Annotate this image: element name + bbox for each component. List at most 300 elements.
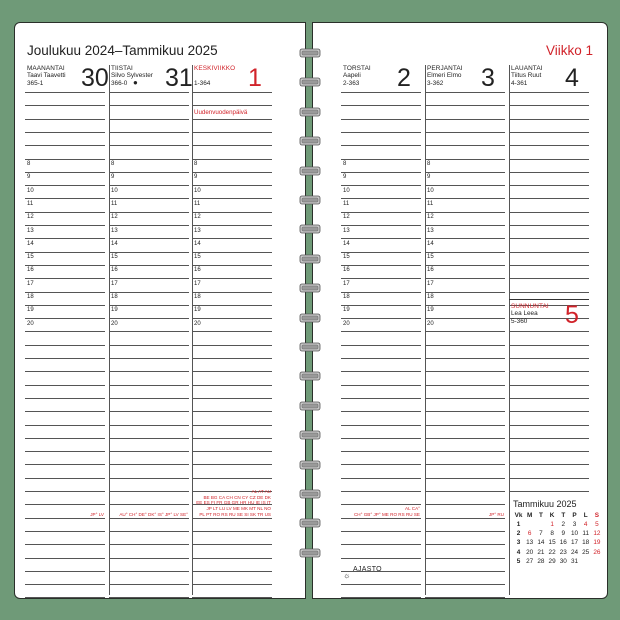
writing-line: [25, 584, 105, 585]
writing-line: [341, 292, 421, 293]
flag-line: AL CA°: [405, 506, 420, 512]
writing-line: [192, 292, 272, 293]
writing-line: [425, 198, 505, 199]
writing-line: [509, 292, 589, 293]
hour-label: 20: [194, 320, 201, 327]
writing-line: [425, 571, 505, 572]
writing-line: [25, 571, 105, 572]
mini-calendar-day: 31: [570, 557, 579, 565]
writing-line: [192, 238, 272, 239]
writing-line: [25, 252, 105, 253]
mini-calendar-day: 1: [516, 521, 521, 528]
hour-label: 9: [427, 174, 431, 181]
writing-line: [425, 451, 505, 452]
name-day: Tiitus Ruut: [511, 72, 542, 79]
week-title: Viikko 1: [545, 43, 593, 58]
mini-calendar-day: 22: [548, 548, 556, 556]
spiral-ring-icon: [299, 516, 321, 528]
flag-days: [90, 512, 104, 518]
writing-line: [425, 371, 505, 372]
writing-line: [109, 398, 189, 399]
mini-calendar-day: 14: [537, 539, 545, 547]
writing-line: [509, 411, 589, 412]
writing-line: [109, 305, 189, 306]
mini-calendar-header: L: [583, 512, 588, 519]
writing-line: [192, 265, 272, 266]
mini-calendar-day: 19: [593, 539, 601, 547]
hour-label: 17: [427, 280, 434, 287]
mini-calendar-day: 17: [570, 539, 579, 547]
mini-calendar-header: S: [594, 512, 600, 519]
writing-line: [25, 398, 105, 399]
mini-calendar-day: 21: [537, 548, 545, 556]
writing-line: [192, 371, 272, 372]
hour-label: 11: [194, 200, 201, 207]
writing-line: [425, 159, 505, 160]
mini-calendar-day: 5: [516, 557, 521, 565]
name-day: Aapeli: [343, 72, 361, 79]
writing-line: [25, 159, 105, 160]
hour-label: 11: [111, 200, 118, 207]
mini-calendar-day: 3: [572, 521, 577, 528]
hour-label: 15: [111, 254, 118, 261]
writing-line: [109, 292, 189, 293]
writing-line: [192, 597, 272, 598]
writing-line: [425, 438, 505, 439]
writing-line: [109, 558, 189, 559]
hour-label: 18: [427, 294, 434, 300]
writing-line: [341, 318, 421, 319]
writing-line: [109, 451, 189, 452]
day-number-of-year: 5-360: [511, 318, 528, 325]
hour-label: 13: [427, 227, 434, 234]
writing-line: [109, 132, 189, 133]
writing-line: [425, 358, 505, 359]
hour-label: 15: [343, 254, 350, 261]
writing-line: [25, 478, 105, 479]
writing-line: [192, 225, 272, 226]
writing-line: [341, 225, 421, 226]
hour-label: 12: [194, 214, 201, 221]
name-day: Elmeri Elmo: [427, 72, 462, 79]
writing-line: [509, 105, 589, 106]
hour-label: 14: [427, 240, 434, 247]
mini-calendar-day: 12: [593, 530, 601, 538]
hour-label: 18: [343, 294, 350, 300]
mini-calendar-day: 18: [582, 539, 590, 547]
writing-line: [509, 172, 589, 173]
writing-line: [109, 198, 189, 199]
writing-line: [192, 571, 272, 572]
date-number: 5: [565, 301, 579, 329]
day-name: MAANANTAI: [27, 65, 65, 72]
mini-calendar-day: 2: [516, 530, 521, 538]
hour-label: 12: [427, 214, 434, 221]
flag-days: [196, 489, 271, 518]
day-number-of-year: 365-1: [27, 80, 44, 87]
spiral-ring-icon: [299, 428, 321, 440]
hour-label: 18: [194, 294, 201, 300]
writing-line: [509, 464, 589, 465]
writing-line: [25, 172, 105, 173]
day-number-of-year: 3-362: [427, 80, 444, 87]
hour-label: 16: [111, 267, 118, 274]
writing-line: [109, 491, 189, 492]
writing-line: [109, 571, 189, 572]
hour-label: 17: [111, 280, 118, 287]
writing-line: [425, 305, 505, 306]
writing-line: [192, 145, 272, 146]
writing-line: [192, 305, 272, 306]
writing-line: [341, 425, 421, 426]
hour-label: 8: [427, 161, 431, 167]
writing-line: [109, 185, 189, 186]
writing-line: [192, 558, 272, 559]
writing-line: [192, 411, 272, 412]
writing-line: [192, 518, 272, 519]
writing-line: [509, 132, 589, 133]
flag-line: BE BG CA CH CN CY CZ DE DK: [203, 494, 271, 500]
writing-line: [341, 597, 421, 598]
writing-line: [109, 478, 189, 479]
date-number: 2: [397, 64, 411, 92]
hour-label: 15: [427, 254, 434, 261]
writing-line: [109, 358, 189, 359]
mini-calendar-day: 4: [516, 548, 521, 556]
hour-label: 9: [111, 174, 115, 181]
spiral-ring-icon: [299, 281, 321, 293]
hour-label: 13: [111, 227, 118, 234]
writing-line: [192, 172, 272, 173]
mini-calendar-day: 1: [550, 521, 554, 528]
writing-line: [25, 292, 105, 293]
writing-line: [341, 198, 421, 199]
hour-label: 16: [427, 267, 434, 274]
writing-line: [109, 159, 189, 160]
day-name: PERJANTAI: [427, 65, 463, 72]
hour-label: 13: [27, 227, 34, 234]
writing-line: [25, 451, 105, 452]
writing-line: [341, 105, 421, 106]
date-number: 4: [565, 64, 579, 92]
hour-label: 8: [111, 161, 115, 167]
writing-line: [109, 411, 189, 412]
spiral-ring-icon: [299, 311, 321, 323]
writing-line: [425, 185, 505, 186]
hour-label: 11: [27, 200, 34, 207]
writing-line: [25, 544, 105, 545]
writing-line: [192, 92, 272, 93]
mini-calendar-header: T: [538, 512, 543, 519]
writing-line: [192, 331, 272, 332]
writing-line: [192, 584, 272, 585]
hour-label: 13: [194, 227, 201, 234]
hour-label: 19: [27, 307, 34, 314]
name-day: Lea Leea: [511, 310, 538, 317]
writing-line: [192, 345, 272, 346]
flag-line: JP° LV: [90, 512, 104, 518]
hour-label: 13: [343, 227, 350, 234]
right-page: [312, 22, 608, 599]
hour-label: 17: [343, 280, 350, 287]
day-number-of-year: 366-0: [111, 80, 128, 87]
mini-calendar-day: 8: [550, 530, 554, 538]
writing-line: [425, 252, 505, 253]
writing-line: [341, 252, 421, 253]
writing-line: [425, 597, 505, 598]
writing-line: [509, 265, 589, 266]
day-number-of-year: 2-363: [343, 80, 360, 87]
mini-calendar-day: 3: [516, 539, 521, 547]
writing-line: [192, 464, 272, 465]
writing-line: [425, 92, 505, 93]
writing-line: [509, 92, 589, 93]
hour-label: 20: [427, 320, 434, 327]
writing-line: [25, 491, 105, 492]
writing-line: [109, 531, 189, 532]
writing-line: [341, 119, 421, 120]
mini-calendar-header: T: [561, 512, 566, 519]
hour-label: 18: [27, 294, 34, 300]
writing-line: [509, 438, 589, 439]
writing-line: [425, 425, 505, 426]
mini-calendar-day: 27: [526, 557, 534, 565]
writing-line: [341, 464, 421, 465]
spiral-ring-icon: [299, 222, 321, 234]
writing-line: [341, 438, 421, 439]
mini-calendar-day: 10: [570, 530, 579, 538]
writing-line: [25, 438, 105, 439]
writing-line: [341, 531, 421, 532]
mini-calendar-day: 30: [559, 557, 567, 565]
writing-line: [109, 238, 189, 239]
holiday-name: Uudenvuodenpäivä: [194, 109, 248, 116]
writing-line: [341, 331, 421, 332]
date-number: 3: [481, 64, 495, 92]
writing-line: [25, 318, 105, 319]
writing-line: [425, 398, 505, 399]
writing-line: [341, 451, 421, 452]
writing-line: [509, 198, 589, 199]
writing-line: [509, 238, 589, 239]
writing-line: [509, 278, 589, 279]
mini-calendar-day: 7: [539, 530, 543, 538]
writing-line: [509, 478, 589, 479]
writing-line: [109, 92, 189, 93]
writing-line: [25, 345, 105, 346]
writing-line: [341, 544, 421, 545]
mini-calendar-day: 20: [526, 548, 534, 556]
hour-label: 12: [343, 214, 350, 221]
writing-line: [192, 544, 272, 545]
writing-line: [341, 212, 421, 213]
writing-line: [425, 265, 505, 266]
writing-line: [192, 198, 272, 199]
hour-label: 17: [27, 280, 34, 287]
mini-calendar-day: 28: [537, 557, 545, 565]
writing-line: [341, 145, 421, 146]
mini-calendar-day: 5: [595, 521, 599, 528]
writing-line: [341, 132, 421, 133]
mini-calendar-day: 11: [582, 530, 589, 538]
hour-label: 17: [194, 280, 201, 287]
writing-line: [341, 385, 421, 386]
writing-line: [192, 278, 272, 279]
writing-line: [192, 358, 272, 359]
writing-line: [425, 385, 505, 386]
hour-label: 10: [27, 187, 34, 194]
writing-line: [509, 358, 589, 359]
writing-line: [192, 185, 272, 186]
day-name: SUNNUNTAI: [511, 303, 549, 310]
writing-line: [25, 185, 105, 186]
hour-label: 20: [343, 320, 350, 327]
writing-line: [341, 398, 421, 399]
hour-label: 20: [27, 320, 34, 327]
left-page: [14, 22, 306, 599]
hour-label: 14: [111, 240, 118, 247]
spiral-ring-icon: [299, 340, 321, 352]
writing-line: [25, 278, 105, 279]
date-number: 30: [81, 64, 109, 92]
flag-line: AL AT AU: [251, 489, 271, 494]
writing-line: [109, 172, 189, 173]
hour-label: 11: [427, 200, 434, 207]
day-name: KESKIVIIKKO: [194, 65, 236, 72]
writing-line: [425, 318, 505, 319]
mini-calendar-title: Tammikuu 2025: [513, 499, 577, 509]
hour-label: 8: [27, 161, 31, 167]
hour-label: 10: [194, 187, 201, 194]
writing-line: [192, 451, 272, 452]
writing-line: [25, 105, 105, 106]
mini-calendar-day: 24: [570, 548, 579, 556]
writing-line: [425, 345, 505, 346]
writing-line: [425, 464, 505, 465]
writing-line: [25, 238, 105, 239]
hour-label: 19: [111, 307, 118, 314]
writing-line: [109, 584, 189, 585]
writing-line: [192, 398, 272, 399]
writing-line: [341, 584, 421, 585]
writing-line: [25, 265, 105, 266]
day-name: TIISTAI: [111, 65, 133, 72]
writing-line: [25, 132, 105, 133]
writing-line: [25, 119, 105, 120]
hour-label: 14: [343, 240, 350, 247]
writing-line: [109, 345, 189, 346]
writing-line: [425, 504, 505, 505]
writing-line: [192, 531, 272, 532]
hour-label: 19: [194, 307, 201, 314]
hour-label: 19: [427, 307, 434, 314]
sunday-divider: [509, 299, 589, 300]
writing-line: [341, 558, 421, 559]
writing-line: [425, 478, 505, 479]
sun-logo-icon: ☼: [343, 571, 351, 580]
writing-line: [25, 198, 105, 199]
brand-name: AJASTO: [353, 566, 382, 573]
writing-line: [341, 358, 421, 359]
writing-line: [109, 504, 189, 505]
flag-days: [119, 512, 188, 518]
writing-line: [192, 132, 272, 133]
writing-line: [341, 92, 421, 93]
name-day: Silvo Sylvester: [111, 72, 153, 79]
writing-line: [425, 145, 505, 146]
writing-line: [109, 212, 189, 213]
writing-line: [25, 425, 105, 426]
hour-label: 16: [194, 267, 201, 274]
writing-line: [192, 212, 272, 213]
writing-line: [425, 225, 505, 226]
writing-line: [341, 478, 421, 479]
mini-calendar-day: 16: [559, 539, 567, 547]
mini-calendar-day: 23: [559, 548, 567, 556]
writing-line: [109, 438, 189, 439]
writing-line: [25, 411, 105, 412]
spiral-ring-icon: [299, 487, 321, 499]
writing-line: [25, 305, 105, 306]
writing-line: [109, 225, 189, 226]
writing-line: [509, 425, 589, 426]
writing-line: [192, 385, 272, 386]
writing-line: [425, 278, 505, 279]
writing-line: [341, 172, 421, 173]
spiral-ring-icon: [299, 252, 321, 264]
hour-label: 16: [27, 267, 34, 274]
mini-calendar-day: 25: [582, 548, 590, 556]
spiral-ring-icon: [299, 134, 321, 146]
writing-line: [509, 345, 589, 346]
writing-line: [425, 544, 505, 545]
writing-line: [341, 159, 421, 160]
flag-line: AU° CH° DE° DK° IS° JP° LV SE°: [119, 512, 188, 518]
writing-line: [25, 212, 105, 213]
writing-line: [509, 398, 589, 399]
day-number-of-year: 4-361: [511, 80, 528, 87]
mini-calendar-day: 13: [526, 539, 534, 547]
writing-line: [509, 252, 589, 253]
writing-line: [509, 212, 589, 213]
writing-line: [341, 411, 421, 412]
spiral-ring-icon: [299, 546, 321, 558]
spiral-ring-icon: [299, 458, 321, 470]
writing-line: [109, 318, 189, 319]
writing-line: [341, 265, 421, 266]
writing-line: [509, 119, 589, 120]
writing-line: [509, 451, 589, 452]
writing-line: [425, 238, 505, 239]
writing-line: [341, 371, 421, 372]
writing-line: [25, 531, 105, 532]
writing-line: [509, 185, 589, 186]
spiral-ring-icon: [299, 105, 321, 117]
writing-line: [509, 159, 589, 160]
date-number: 31: [165, 64, 193, 92]
day-name: LAUANTAI: [511, 65, 543, 72]
flag-line: CH° GB° JP° ME RO RS RU SE: [353, 512, 420, 518]
writing-line: [25, 464, 105, 465]
writing-line: [109, 119, 189, 120]
writing-line: [25, 145, 105, 146]
writing-line: [192, 318, 272, 319]
writing-line: [25, 597, 105, 598]
writing-line: [25, 558, 105, 559]
mini-calendar-header: M: [527, 512, 533, 519]
mini-calendar-day: 26: [593, 548, 601, 556]
spiral-ring-icon: [299, 46, 321, 58]
